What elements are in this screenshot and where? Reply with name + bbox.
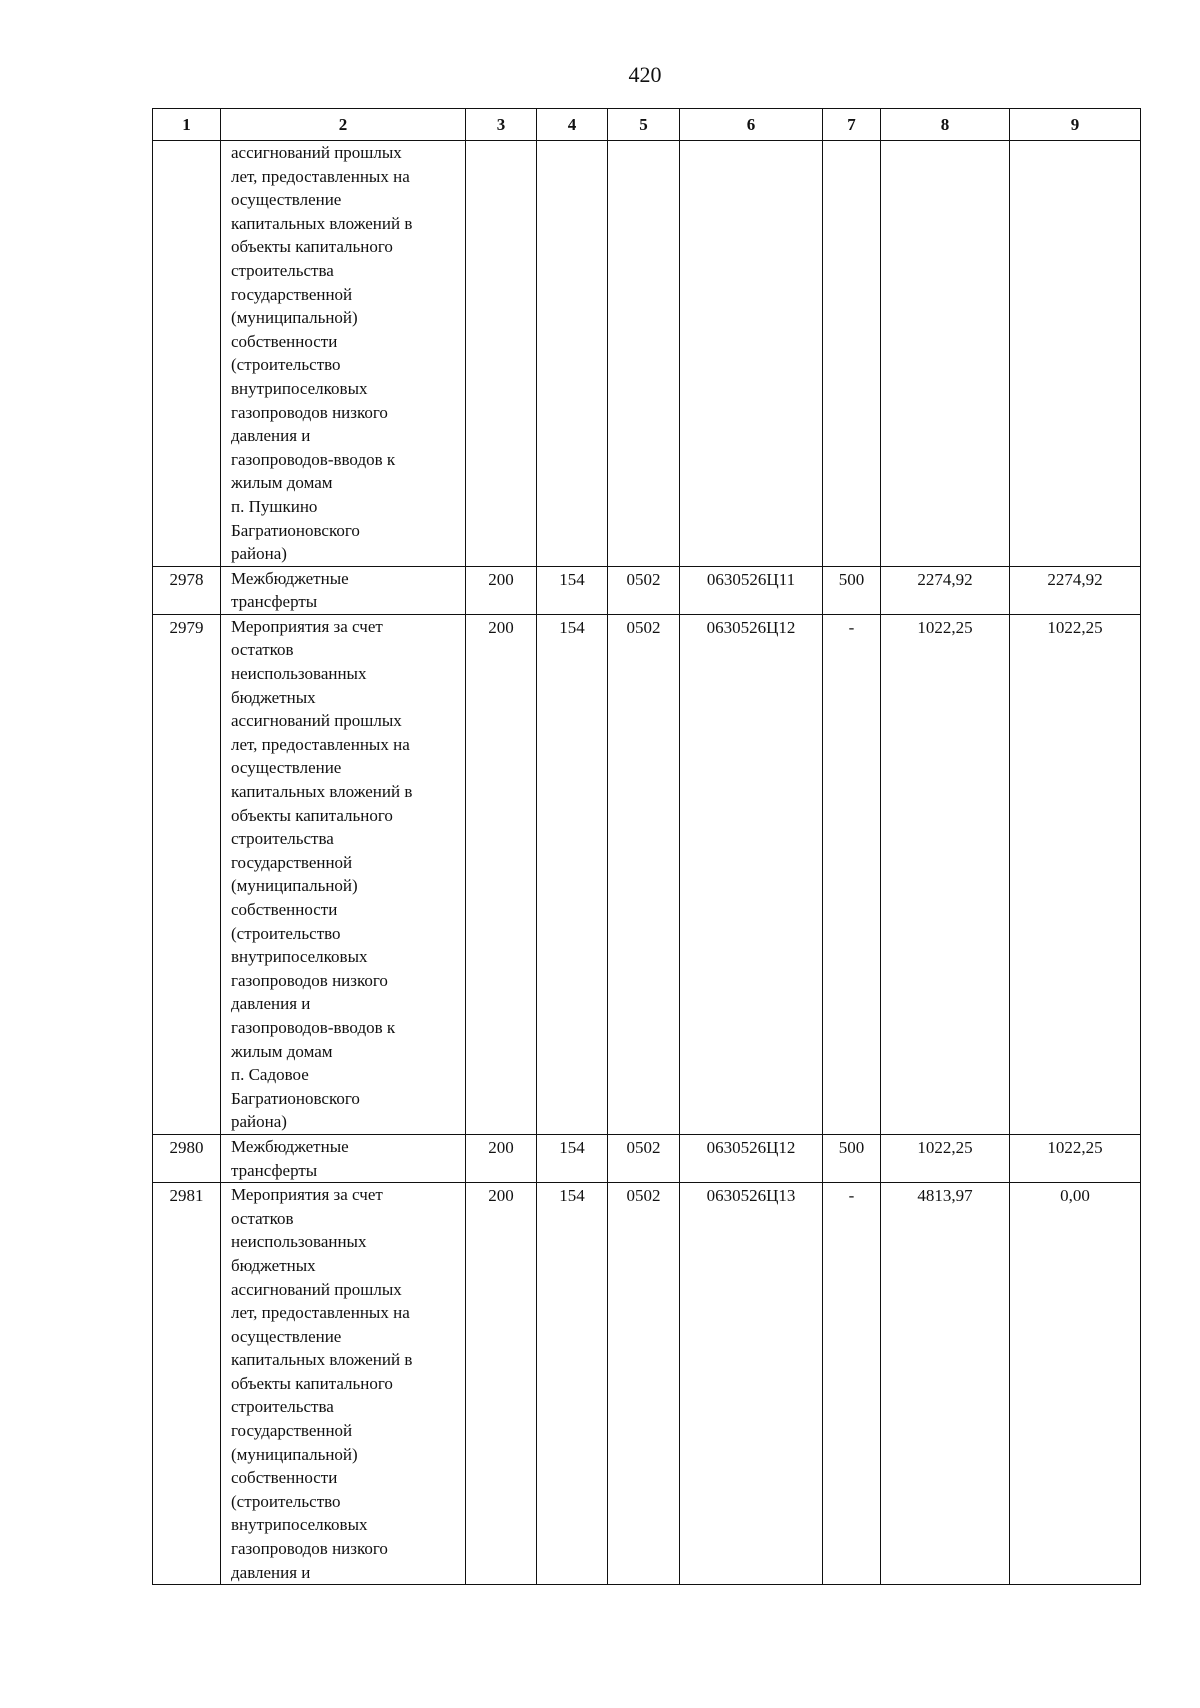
- row-number-cell: 2981: [153, 1183, 221, 1585]
- target-article-cell: 0630526Ц13: [680, 1183, 823, 1585]
- row-name-line: внутрипоселковых: [231, 947, 368, 967]
- expense-type-cell: [823, 141, 881, 567]
- table-body: [153, 141, 1141, 1585]
- row-name-cell: [221, 566, 466, 614]
- row-name-line: (строительство: [231, 355, 341, 375]
- row-name-line: давления и: [231, 426, 311, 446]
- admin-code-cell: 200: [466, 566, 537, 614]
- row-name-line: (муниципальной): [231, 876, 358, 896]
- section-code-cell: 154: [537, 566, 608, 614]
- target-article-cell: [680, 141, 823, 567]
- amount-cell: 4813,97: [881, 1183, 1010, 1585]
- expense-type-cell: 500: [823, 566, 881, 614]
- row-name-line: трансферты: [231, 1160, 318, 1180]
- column-header: 7: [823, 109, 881, 141]
- table-row: [153, 614, 1141, 1134]
- column-header: 2: [221, 109, 466, 141]
- row-name-cell: [221, 1183, 466, 1585]
- row-name-line: государственной: [231, 284, 353, 304]
- column-header: 1: [153, 109, 221, 141]
- row-number-cell: 2979: [153, 614, 221, 1134]
- section-code-cell: 154: [537, 1183, 608, 1585]
- amount-executed-cell: 1022,25: [1010, 614, 1141, 1134]
- row-name-line: ассигнований прошлых: [231, 143, 402, 162]
- row-name-line: лет, предоставленных на: [231, 1303, 410, 1323]
- row-name-line: капитальных вложений в: [231, 1350, 413, 1370]
- amount-executed-cell: 1022,25: [1010, 1134, 1141, 1182]
- row-name-line: неиспользованных: [231, 664, 367, 684]
- row-name-line: осуществление: [231, 190, 342, 210]
- row-name-line: объекты капитального: [231, 237, 393, 257]
- expense-type-cell: -: [823, 614, 881, 1134]
- amount-executed-cell: [1010, 141, 1141, 567]
- row-name-line: газопроводов низкого: [231, 402, 388, 422]
- subsection-code-cell: 0502: [608, 1183, 680, 1585]
- row-name-line: жилым домам: [231, 1041, 333, 1061]
- row-name-line: (строительство: [231, 1491, 341, 1511]
- row-name-line: строительства: [231, 1397, 334, 1417]
- row-name-line: п. Пушкино: [231, 496, 318, 516]
- target-article-cell: 0630526Ц12: [680, 1134, 823, 1182]
- subsection-code-cell: [608, 141, 680, 567]
- section-code-cell: [537, 141, 608, 567]
- row-name-line: газопроводов-вводов к: [231, 1017, 396, 1037]
- row-name-line: Мероприятия за счет: [231, 1185, 383, 1205]
- row-name-line: внутрипоселковых: [231, 1515, 368, 1535]
- expense-type-cell: 500: [823, 1134, 881, 1182]
- row-name-line: Мероприятия за счет: [231, 616, 383, 636]
- row-name-line: внутрипоселковых: [231, 378, 368, 398]
- row-name-line: остатков: [231, 640, 294, 660]
- admin-code-cell: 200: [466, 1134, 537, 1182]
- row-name-line: давления и: [231, 1562, 311, 1582]
- row-name-line: района): [231, 544, 287, 564]
- subsection-code-cell: 0502: [608, 1134, 680, 1182]
- table-row: [153, 1183, 1141, 1585]
- row-name-line: строительства: [231, 260, 334, 280]
- page-number: 420: [628, 62, 662, 87]
- column-header: 6: [680, 109, 823, 141]
- row-name-line: (муниципальной): [231, 1444, 358, 1464]
- row-name-line: Межбюджетные: [231, 568, 349, 588]
- row-name-line: жилым домам: [231, 473, 333, 493]
- table-row: [153, 566, 1141, 614]
- row-name-line: бюджетных: [231, 1255, 316, 1275]
- section-code-cell: 154: [537, 614, 608, 1134]
- table-header-row: [153, 109, 1141, 141]
- row-name-line: лет, предоставленных на: [231, 734, 410, 754]
- amount-executed-cell: 0,00: [1010, 1183, 1141, 1585]
- row-name-line: лет, предоставленных на: [231, 166, 410, 186]
- table-row: [153, 1134, 1141, 1182]
- budget-table: [152, 108, 1141, 1585]
- row-name-line: газопроводов низкого: [231, 1539, 388, 1559]
- row-name-line: района): [231, 1112, 287, 1132]
- admin-code-cell: [466, 141, 537, 567]
- target-article-cell: 0630526Ц12: [680, 614, 823, 1134]
- admin-code-cell: 200: [466, 1183, 537, 1585]
- row-name-line: собственности: [231, 900, 338, 919]
- row-name-line: неиспользованных: [231, 1232, 367, 1252]
- row-number-cell: [153, 141, 221, 567]
- row-name-cell: [221, 141, 466, 567]
- column-header: 9: [1010, 109, 1141, 141]
- target-article-cell: 0630526Ц11: [680, 566, 823, 614]
- row-name-line: объекты капитального: [231, 1373, 393, 1393]
- row-number-cell: 2980: [153, 1134, 221, 1182]
- column-header: 3: [466, 109, 537, 141]
- row-name-cell: [221, 614, 466, 1134]
- row-name-line: ассигнований прошлых: [231, 711, 402, 731]
- row-name-line: давления и: [231, 994, 311, 1014]
- row-name-line: остатков: [231, 1208, 294, 1228]
- row-name-line: капитальных вложений в: [231, 213, 413, 233]
- row-name-line: Межбюджетные: [231, 1136, 349, 1156]
- row-name-line: государственной: [231, 1421, 353, 1441]
- row-name-line: ассигнований прошлых: [231, 1279, 402, 1299]
- section-code-cell: 154: [537, 1134, 608, 1182]
- subsection-code-cell: 0502: [608, 566, 680, 614]
- row-name-line: капитальных вложений в: [231, 782, 413, 802]
- row-name-line: (строительство: [231, 923, 341, 943]
- column-header: 5: [608, 109, 680, 141]
- row-name-line: собственности: [231, 1468, 338, 1488]
- expense-type-cell: -: [823, 1183, 881, 1585]
- column-header: 4: [537, 109, 608, 141]
- admin-code-cell: 200: [466, 614, 537, 1134]
- row-name-line: осуществление: [231, 758, 342, 778]
- row-name-line: осуществление: [231, 1326, 342, 1346]
- amount-cell: 2274,92: [881, 566, 1010, 614]
- row-name-line: бюджетных: [231, 687, 316, 707]
- row-number-cell: 2978: [153, 566, 221, 614]
- row-name-line: Багратионовского: [231, 520, 360, 540]
- amount-cell: [881, 141, 1010, 567]
- row-name-line: трансферты: [231, 592, 318, 612]
- table-row: [153, 141, 1141, 567]
- subsection-code-cell: 0502: [608, 614, 680, 1134]
- column-header: 8: [881, 109, 1010, 141]
- row-name-line: (муниципальной): [231, 308, 358, 328]
- row-name-line: объекты капитального: [231, 805, 393, 825]
- amount-executed-cell: 2274,92: [1010, 566, 1141, 614]
- row-name-line: собственности: [231, 331, 338, 351]
- row-name-line: п. Садовое: [231, 1065, 309, 1085]
- row-name-line: газопроводов низкого: [231, 970, 388, 990]
- row-name-line: государственной: [231, 852, 353, 872]
- row-name-line: газопроводов-вводов к: [231, 449, 396, 469]
- row-name-line: Багратионовского: [231, 1088, 360, 1108]
- row-name-cell: [221, 1134, 466, 1182]
- amount-cell: 1022,25: [881, 614, 1010, 1134]
- amount-cell: 1022,25: [881, 1134, 1010, 1182]
- row-name-line: строительства: [231, 829, 334, 849]
